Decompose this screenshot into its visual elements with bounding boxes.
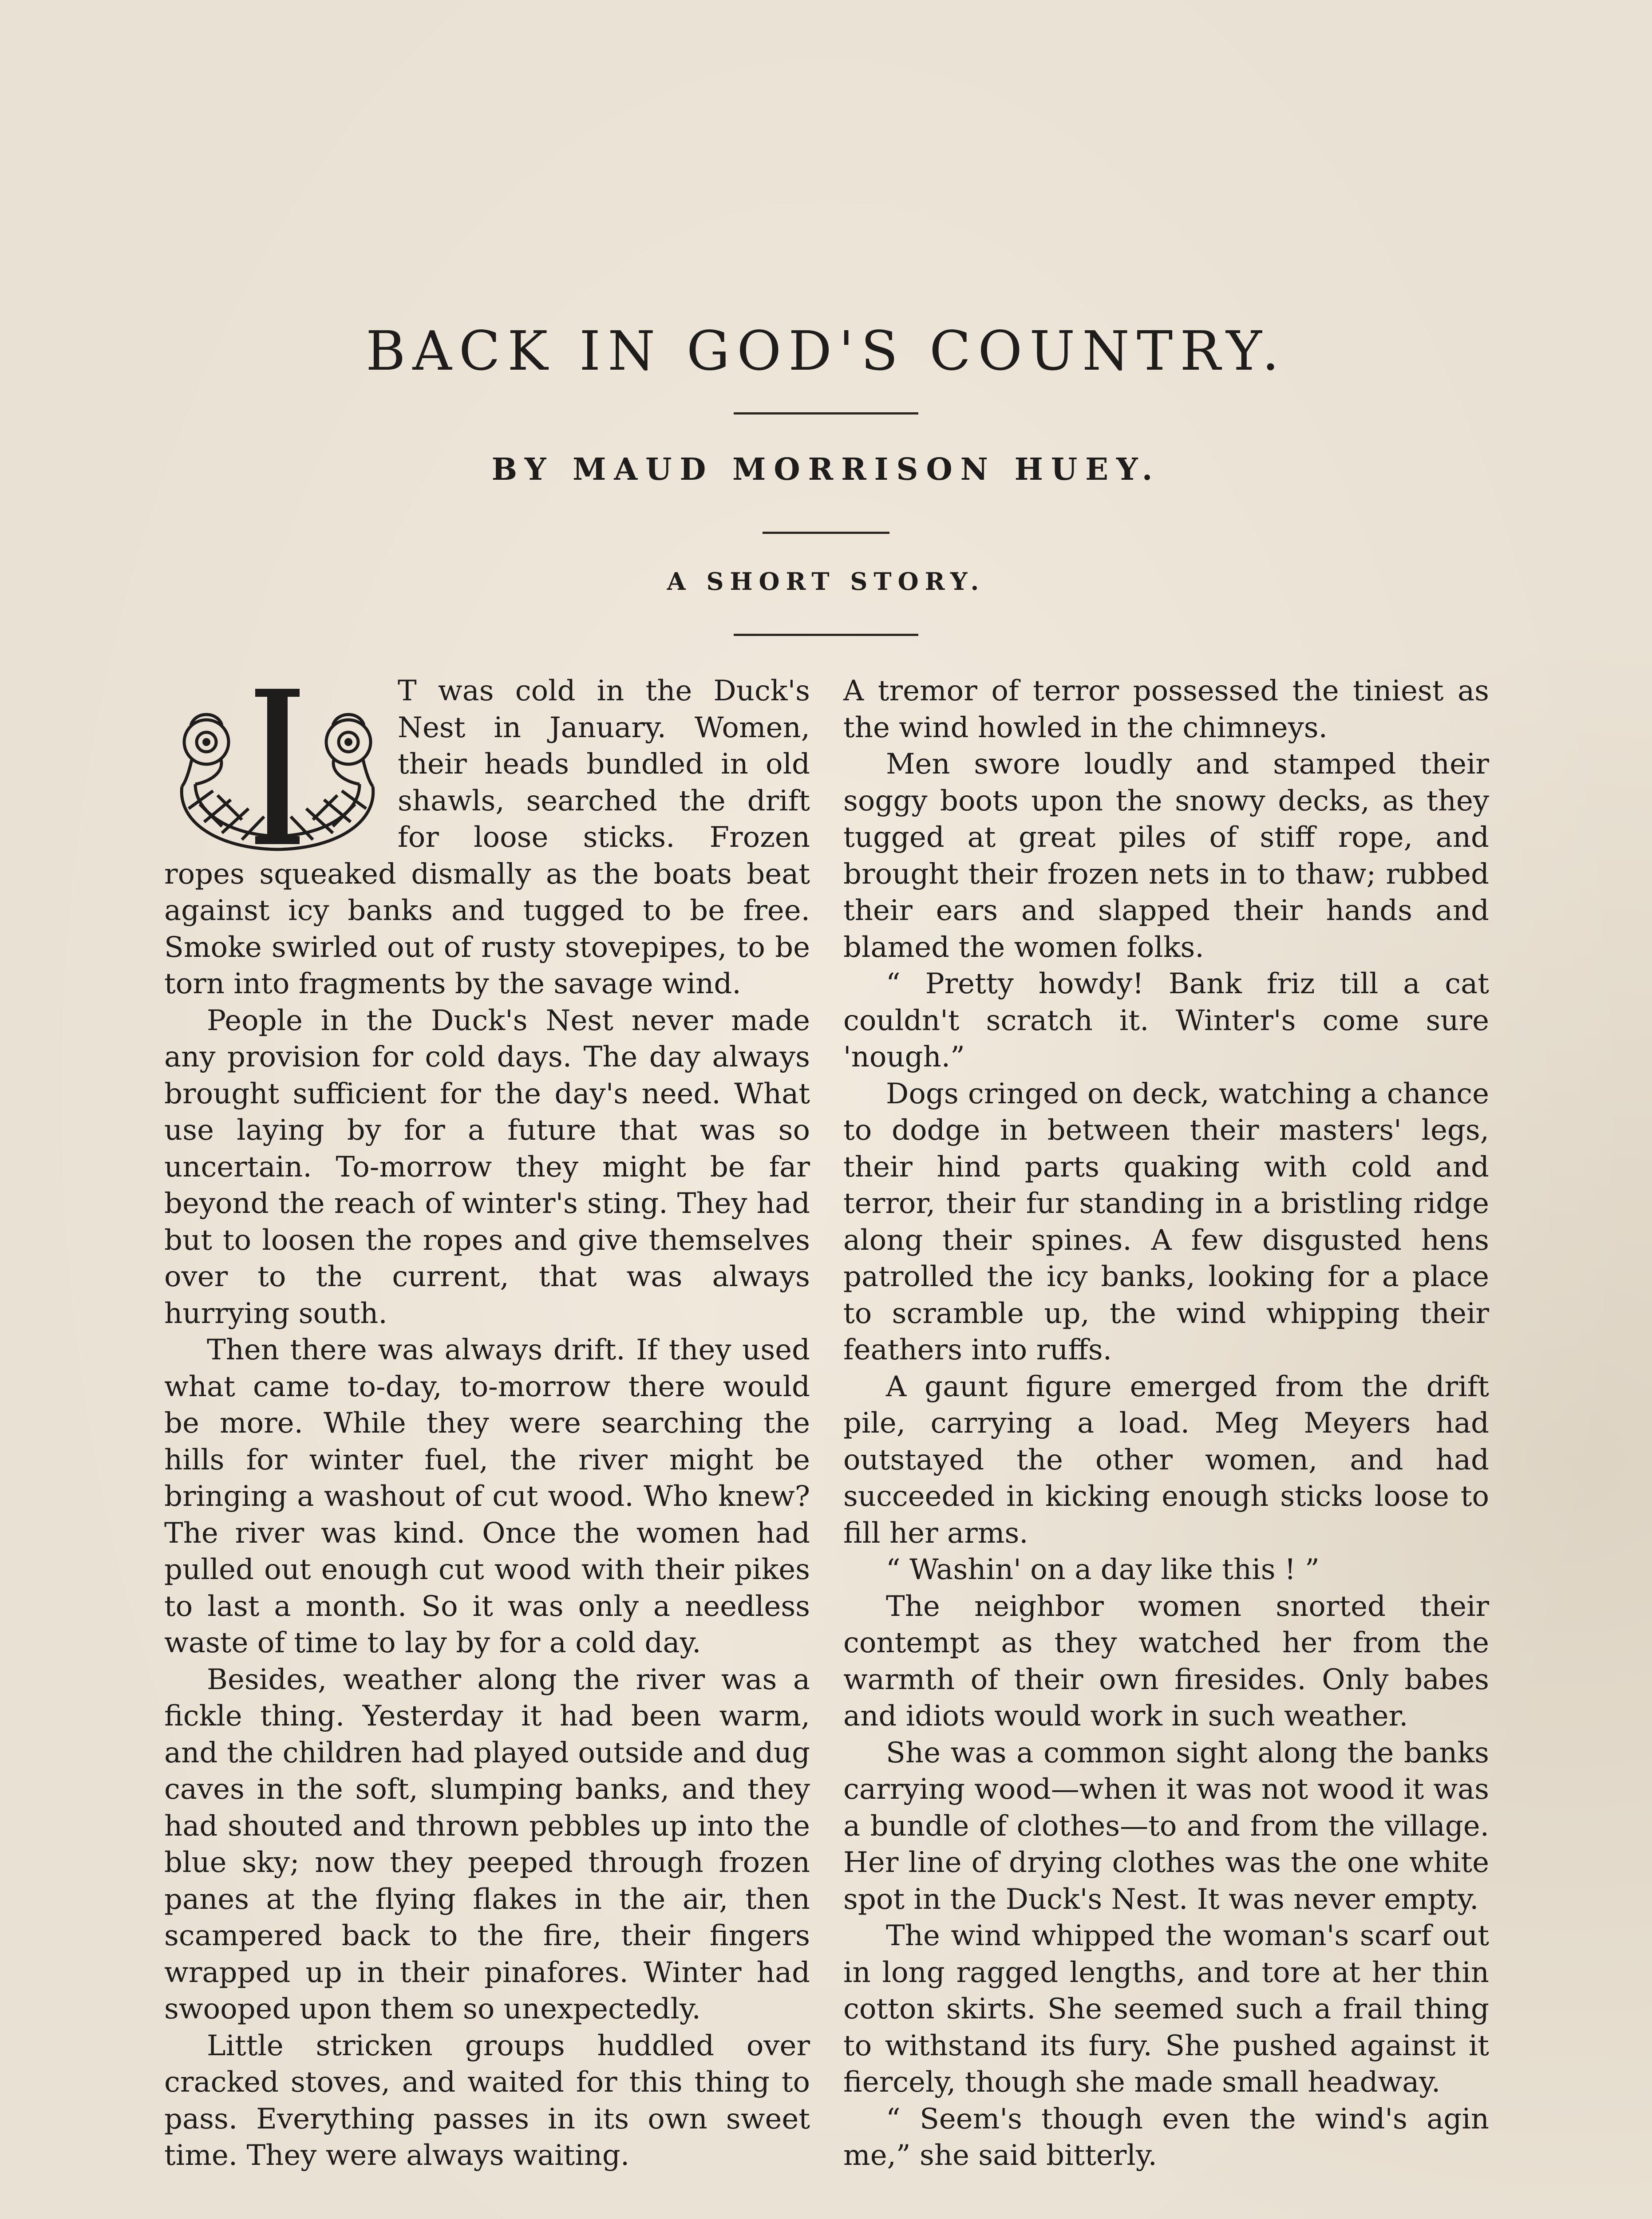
paragraph: Besides, weather along the river was a fickle thing. Yesterday it had been warm, and the children had played outside and dug caves in the soft, slumping banks, and they had shouted and thrown pebbles up into the blue sky; now they peeped through frozen panes at the flying flakes in the air, then scampered back to the fire, their fingers wrapped up in their pinafores. Winter had swooped upon them so unexpectedly. [164,1663,810,2026]
paragraph: Then there was always drift. If they used what came to-day, to-morrow there would be more. While they were searching the hills for winter fuel, the river might be bringing a washout of cut wood. Who knew? The river was kind. Once the women had pulled out enough cut wood with their pikes to last a month. So it was only a needless waste of time to lay by for a cold day. [164,1334,810,1659]
paragraph: Dogs cringed on deck, watching a chance to dodge in between their masters' legs, their hind parts quaking with cold and terror, their fur standing in a bristling ridge along their spines. A few disgusted hens patrolled the icy banks, looking for a place to scramble up, the wind whipping their feathers into ruffs. [843,1077,1489,1366]
title-divider [734,412,918,415]
paragraph: A tremor of terror possessed the tiniest as the wind howled in the chimneys. [843,675,1489,744]
paragraph: She was a common sight along the banks carrying wood—when it was not wood it was a bundle of clothes—to and from the village. Her line of drying clothes was the one white spot in the Duck's Nest. It was never empty. [843,1736,1489,1916]
paragraph: Little stricken groups huddled over cracked stoves, and waited for this thing to pass. Everything passes in its own sweet time. They were always waiting. [164,2029,810,2172]
paragraph: A gaunt figure emerged from the drift pile, carrying a load. Meg Meyers had outstayed the other women, and had succeeded in kicking enough sticks loose to fill her arms. [843,1370,1489,1550]
story-title: BACK IN GOD'S COUNTRY. [366,320,1286,383]
paragraph: “ Washin' on a day like this ! ” [886,1553,1320,1586]
ornamental-initial-I-icon [164,675,391,854]
paragraph: T was cold in the Duck's Nest in January. Women, their heads bundled in old shawls, searched the drift for loose sticks. Frozen ropes squeaked dismally as the boats beat against icy banks and tugged to be free. Smoke swirled out of rusty stovepipes, to be torn into fragments by the savage wind. [164,675,810,1000]
paragraph: The neighbor women snorted their contempt as they watched her from the warmth of their own firesides. Only babes and idiots would work in such weather. [843,1590,1489,1733]
text-column-left [164,673,810,2219]
paragraph: “ Pretty howdy! Bank friz till a cat couldn't scratch it. Winter's come sure 'nough.” [843,967,1489,1074]
subtitle-divider [734,634,918,636]
byline-divider [763,532,889,534]
paragraph: “ Seem's though even the wind's agin me,” she said bitterly. [843,2102,1489,2172]
paragraph: People in the Duck's Nest never made any provision for cold days. The day always brought sufficient for the day's need. What use laying by for a future that was so uncertain. To-morrow they might be far beyond the reach of winter's sting. They had but to loosen the ropes and give themselves over to the current, that was always hurrying south. [164,1004,810,1330]
story-subtitle: A SHORT STORY. [667,567,985,596]
paragraph: The wind whipped the woman's scarf out in long ragged lengths, and tore at her thin cotton skirts. She seemed such a frail thing to withstand its fury. She pushed against it fiercely, though she made small headway. [843,1919,1489,2099]
author-byline: BY MAUD MORRISON HUEY. [491,452,1161,487]
text-column-right [843,673,1489,2219]
paragraph: Men swore loudly and stamped their soggy boots upon the snowy decks, as they tugged at great piles of stiff rope, and brought their frozen nets in to thaw; rubbed their ears and slapped their hands and blamed the women folks. [843,748,1489,964]
